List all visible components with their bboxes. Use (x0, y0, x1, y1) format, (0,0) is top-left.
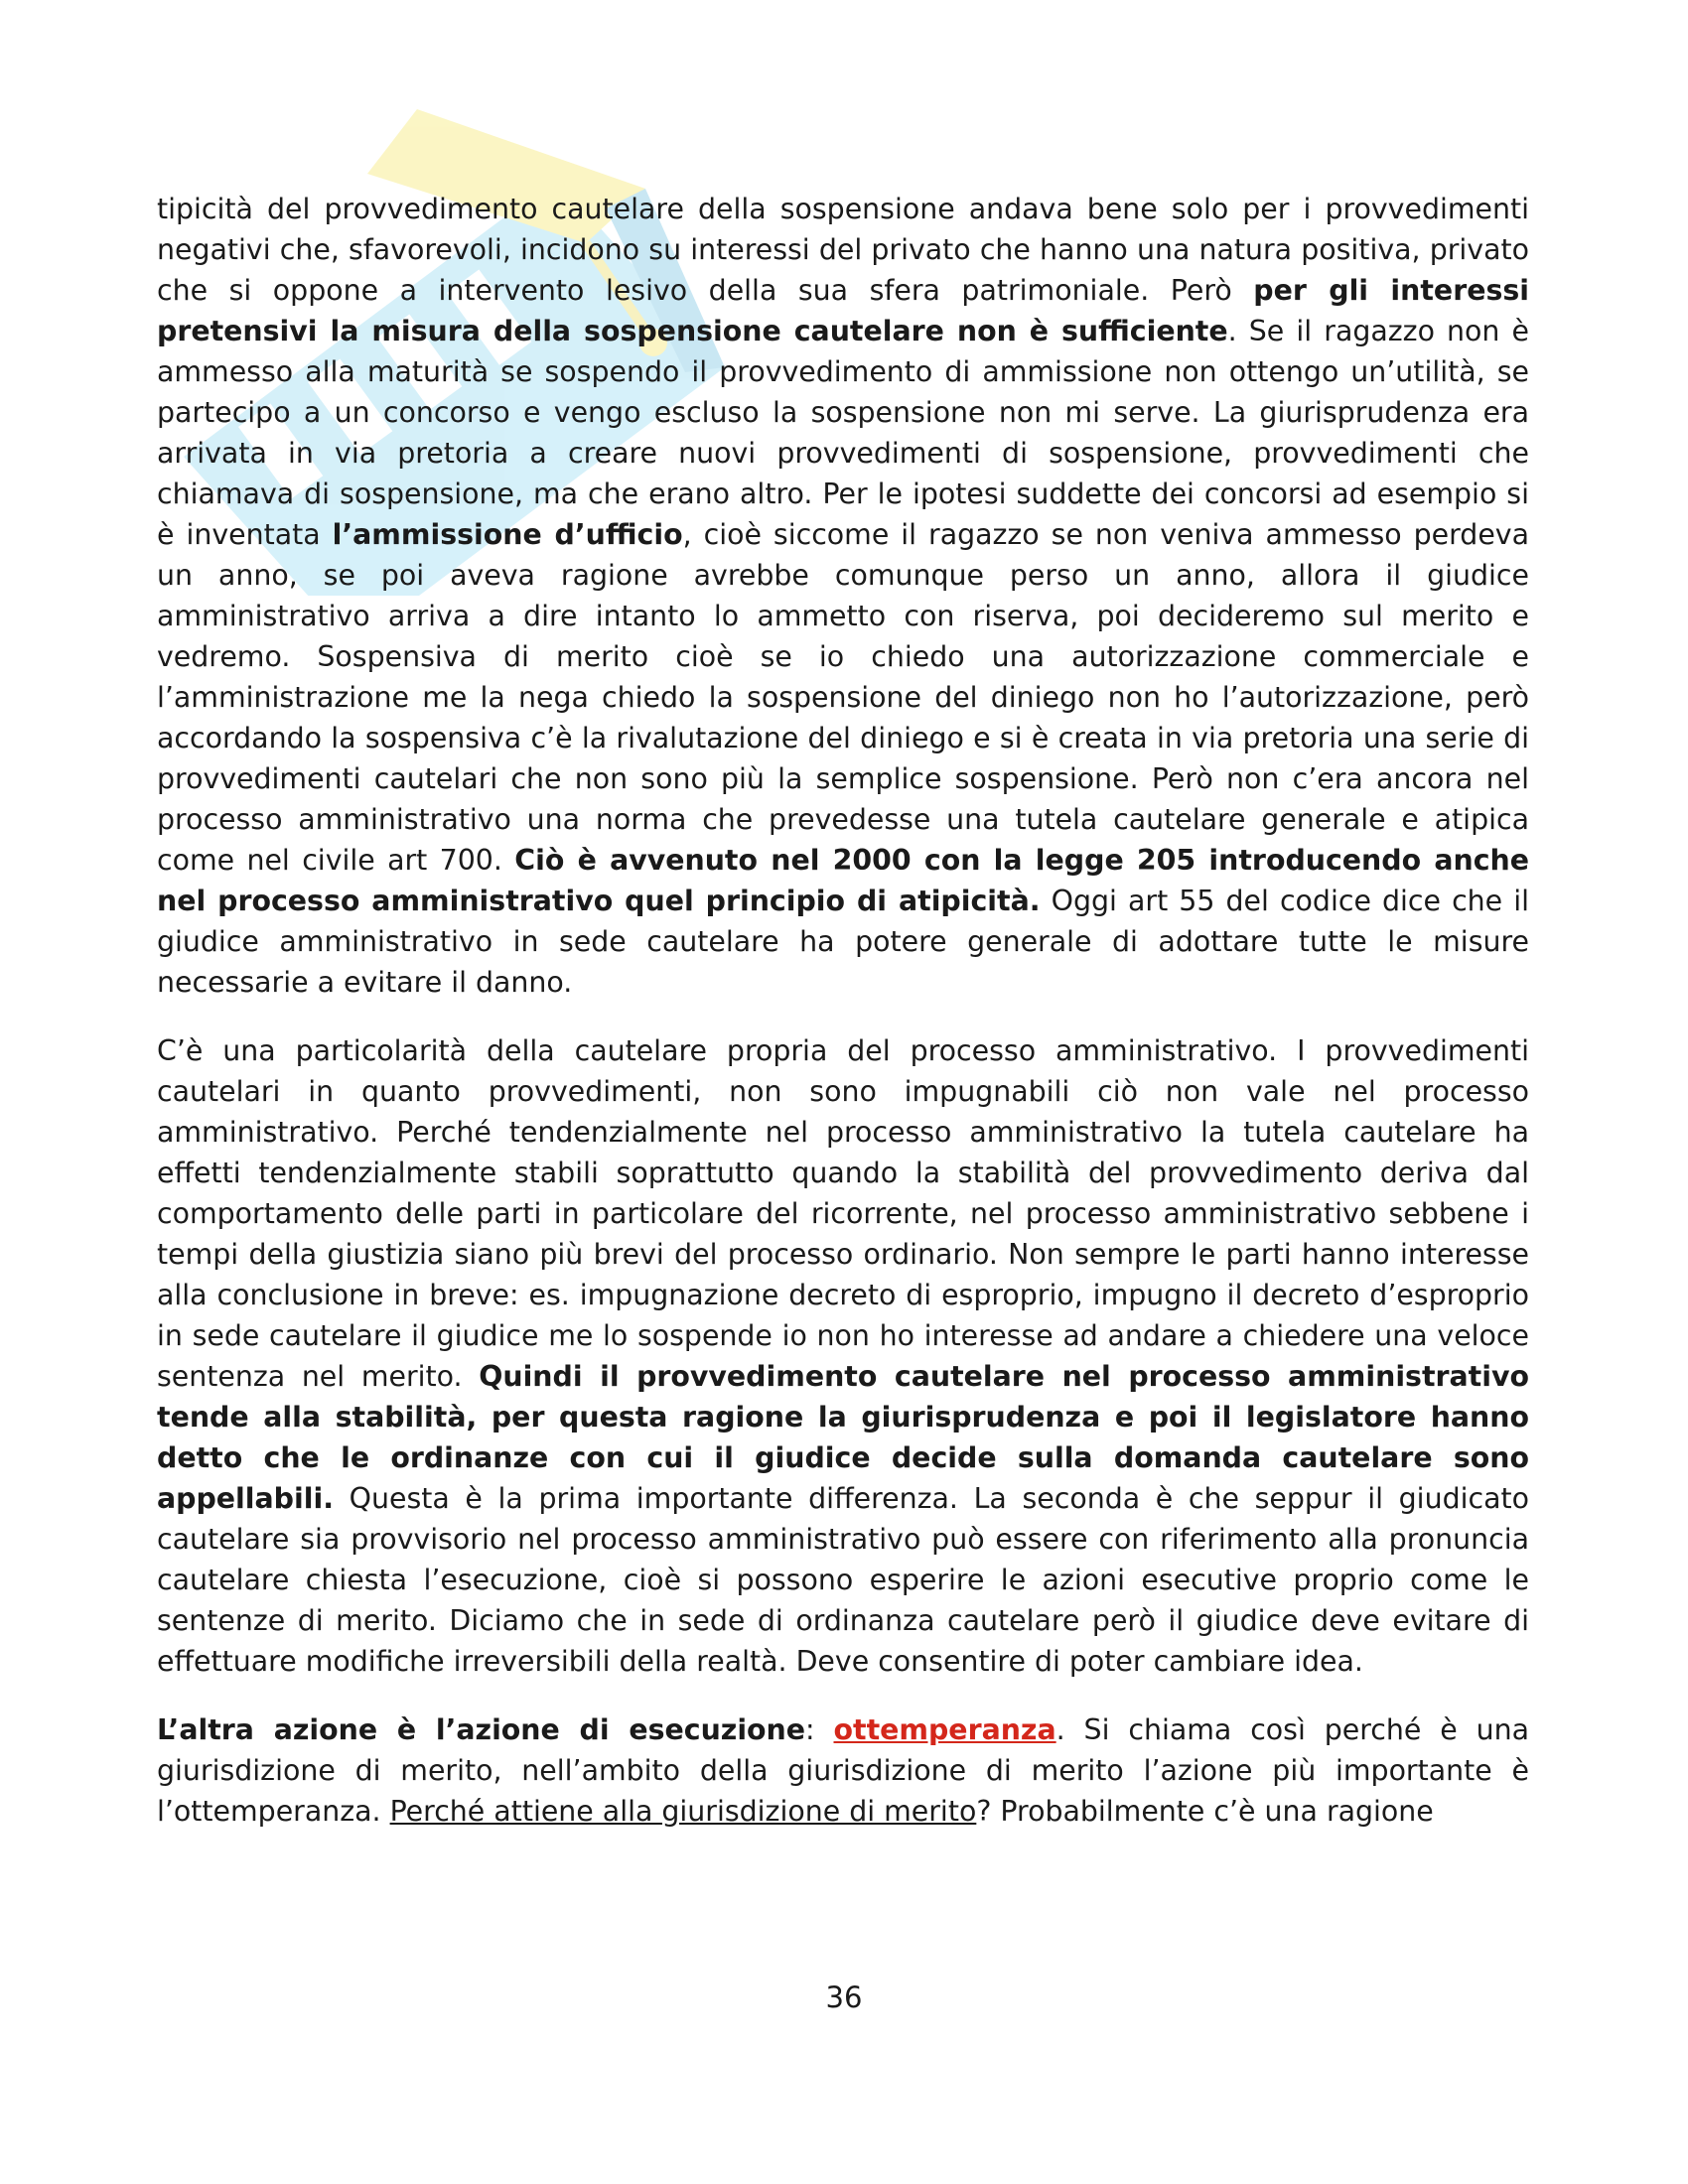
page-content (157, 189, 1529, 1859)
text-run: . Se il ragazzo non è ammesso alla maturità se sospendo il provvedimento di ammissione non ottengo un’utilità, se partecipo a un concorso e vengo escluso la sospensione non mi serve. La giurisprudenza era arrivata in via pretoria a creare nuovi provvedimenti di sospensione, provvedimenti che chiamava di sospensione, ma che erano altro. Per le ipotesi suddette dei concorsi ad esempio si è inventata (157, 315, 1529, 551)
bold-text: per gli interessi pretensivi la misura della sospensione cautelare non è sufficiente (157, 274, 1529, 347)
text-run: . Si chiama così perché è una giurisdizione di merito, nell’ambito della giurisdizione di merito l’azione più importante è l’ottemperanza. (157, 1713, 1529, 1828)
text-run: , cioè siccome il ragazzo se non veniva ammesso perdeva un anno, se poi aveva ragione avrebbe comunque perso un anno, allora il giudice amministrativo arriva a dire intanto lo ammetto con riserva, poi decideremo sul merito e vedremo. Sospensiva di merito cioè se io chiedo una autorizzazione commerciale e l’amministrazione me la nega chiedo la sospensione del diniego non ho l’autorizzazione, però accordando la sospensiva c’è la rivalutazione del diniego e si è creata in via pretoria una serie di provvedimenti cautelari che non sono più la semplice sospensione. Però non c’era ancora nel processo amministrativo una norma che prevedesse una tutela cautelare generale e atipica come nel civile art 700. (157, 518, 1529, 877)
underlined-text: Perché attiene alla giurisdizione di merito (389, 1795, 977, 1828)
text-run: ? Probabilmente c’è una ragione (976, 1795, 1434, 1828)
text-run: C’è una particolarità della cautelare propria del processo amministrativo. I provvedimenti cautelari in quanto provvedimenti, non sono impugnabili ciò non vale nel processo amministrativo. Perché tendenzialmente nel processo amministrativo la tutela cautelare ha effetti tendenzialmente stabili soprattutto quando la stabilità del provvedimento deriva dal comportamento delle parti in particolare del ricorrente, nel processo amministrativo sebbene i tempi della giustizia siano più brevi del processo ordinario. Non sempre le parti hanno interesse alla conclusione in breve: es. impugnazione decreto di esproprio, impugno il decreto d’esproprio in sede cautelare il giudice me lo sospende io non ho interesse ad andare a chiedere una veloce sentenza nel merito. (157, 1034, 1529, 1393)
bold-text: Quindi il provvedimento cautelare nel processo amministrativo tende alla stabilità, per questa ragione la giurisprudenza e poi il legislatore hanno detto che le ordinanze con cui il giudice decide sulla domanda cautelare sono appellabili. (157, 1360, 1529, 1515)
paragraph-1 (157, 189, 1529, 1003)
bold-text: Ciò è avvenuto nel 2000 con la legge 205 introducendo anche nel processo amministrativo quel principio di atipicità. (157, 844, 1529, 917)
paragraph-2 (157, 1030, 1529, 1682)
text-run: : (805, 1713, 834, 1746)
bold-text: L’altra azione è l’azione di esecuzione (157, 1713, 806, 1746)
text-run: Questa è la prima importante differenza. La seconda è che seppur il giudicato cautelare sia provvisorio nel processo amministrativo può essere con riferimento alla pronuncia cautelare chiesta l’esecuzione, cioè si possono esperire le azioni esecutive proprio come le sentenze di merito. Diciamo che in sede di ordinanza cautelare però il giudice deve evitare di effettuare modifiche irreversibili della realtà. Deve consentire di poter cambiare idea. (157, 1482, 1529, 1678)
text-run: tipicità del provvedimento cautelare della sospensione andava bene solo per i provvedimenti negativi che, sfavorevoli, incidono su interessi del privato che hanno una natura positiva, privato che si oppone a intervento lesivo della sua sfera patrimoniale. Però (157, 193, 1529, 307)
text-run: Oggi art 55 del codice dice che il giudice amministrativo in sede cautelare ha potere generale di adottare tutte le misure necessarie a evitare il danno. (157, 885, 1529, 999)
page-number: 36 (825, 1980, 863, 2014)
bold-text: l’ammissione d’ufficio (332, 518, 683, 551)
highlighted-term: ottemperanza (833, 1713, 1056, 1746)
paragraph-3 (157, 1709, 1529, 1832)
